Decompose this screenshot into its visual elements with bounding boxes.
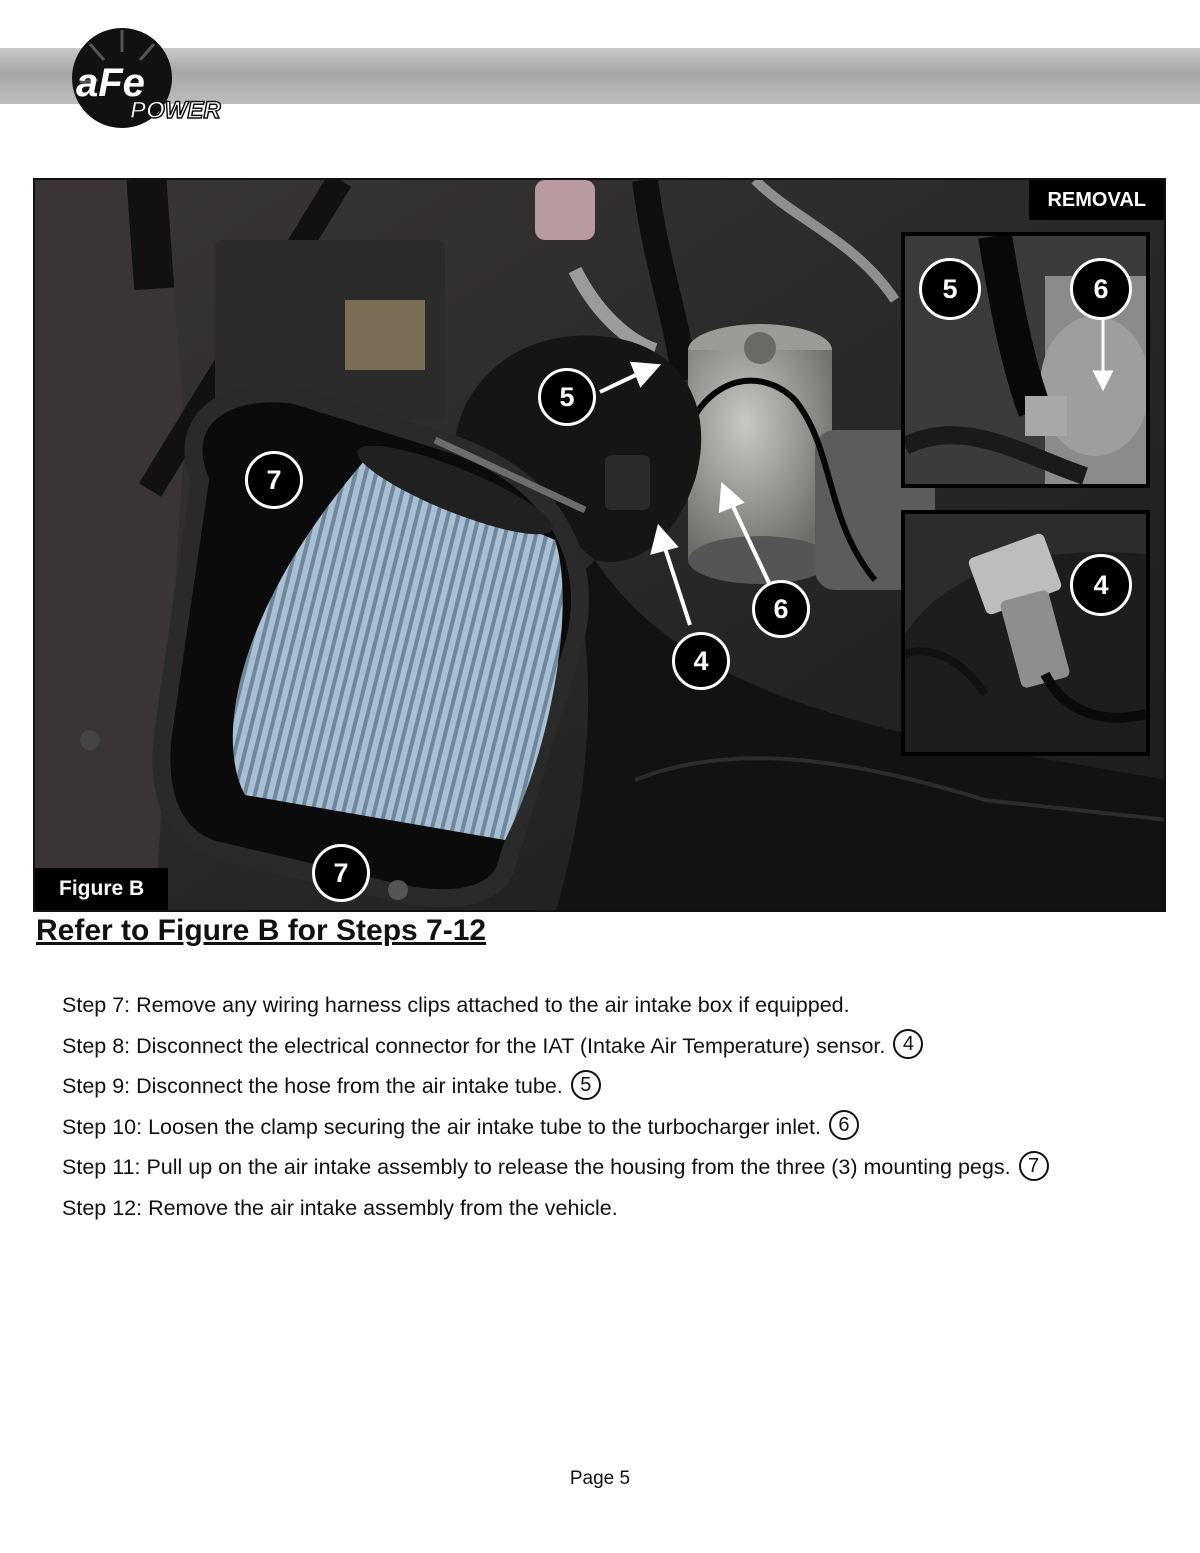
step-7 <box>62 988 1049 1029</box>
step-text: Step 8: Disconnect the electrical connector for the IAT (Intake Air Temperature) sensor. <box>62 1033 886 1058</box>
step-text: Step 10: Loosen the clamp securing the air intake tube to the turbocharger inlet. <box>62 1114 821 1139</box>
step-ref-badge: 4 <box>893 1029 923 1059</box>
step-8 <box>62 1029 1049 1070</box>
step-10 <box>62 1110 1049 1151</box>
page-number: Page 5 <box>569 1468 631 1489</box>
step-11 <box>62 1150 1049 1191</box>
callout-6-inset: 6 <box>1070 258 1132 320</box>
step-12 <box>62 1191 1049 1232</box>
callout-4-inset: 4 <box>1070 554 1132 616</box>
callout-7-airbox-top: 7 <box>245 451 303 509</box>
callout-7-airbox-bottom: 7 <box>312 844 370 902</box>
step-text: Step 7: Remove any wiring harness clips attached to the air intake box if equipped. <box>62 993 850 1017</box>
callout-6-clamp: 6 <box>752 580 810 638</box>
callout-5-hose: 5 <box>538 368 596 426</box>
section-title: Refer to Figure B for Steps 7-12 <box>36 914 487 947</box>
figure-b-photo <box>33 178 1166 912</box>
step-ref-badge: 7 <box>1019 1151 1049 1181</box>
svg-text:aFe: aFe <box>76 61 145 105</box>
step-9 <box>62 1069 1049 1110</box>
callout-5-inset: 5 <box>919 258 981 320</box>
inset-connector-illustration <box>905 514 1146 752</box>
figure-label: Figure B <box>35 868 168 910</box>
step-ref-badge: 5 <box>571 1070 601 1100</box>
afe-power-logo <box>70 22 240 137</box>
step-text: Step 11: Pull up on the air intake assembly to release the housing from the three (3) mounting pegs. <box>62 1155 1011 1180</box>
callout-4-iat-sensor: 4 <box>672 632 730 690</box>
step-text: Step 9: Disconnect the hose from the air intake tube. <box>62 1074 563 1099</box>
svg-text:POWER: POWER <box>130 97 221 124</box>
steps-list <box>62 988 1049 1232</box>
removal-tag: REMOVAL <box>1029 180 1164 220</box>
inset-iat-connector <box>901 510 1150 756</box>
step-ref-badge: 6 <box>829 1110 859 1140</box>
step-text: Step 12: Remove the air intake assembly from the vehicle. <box>62 1195 618 1220</box>
